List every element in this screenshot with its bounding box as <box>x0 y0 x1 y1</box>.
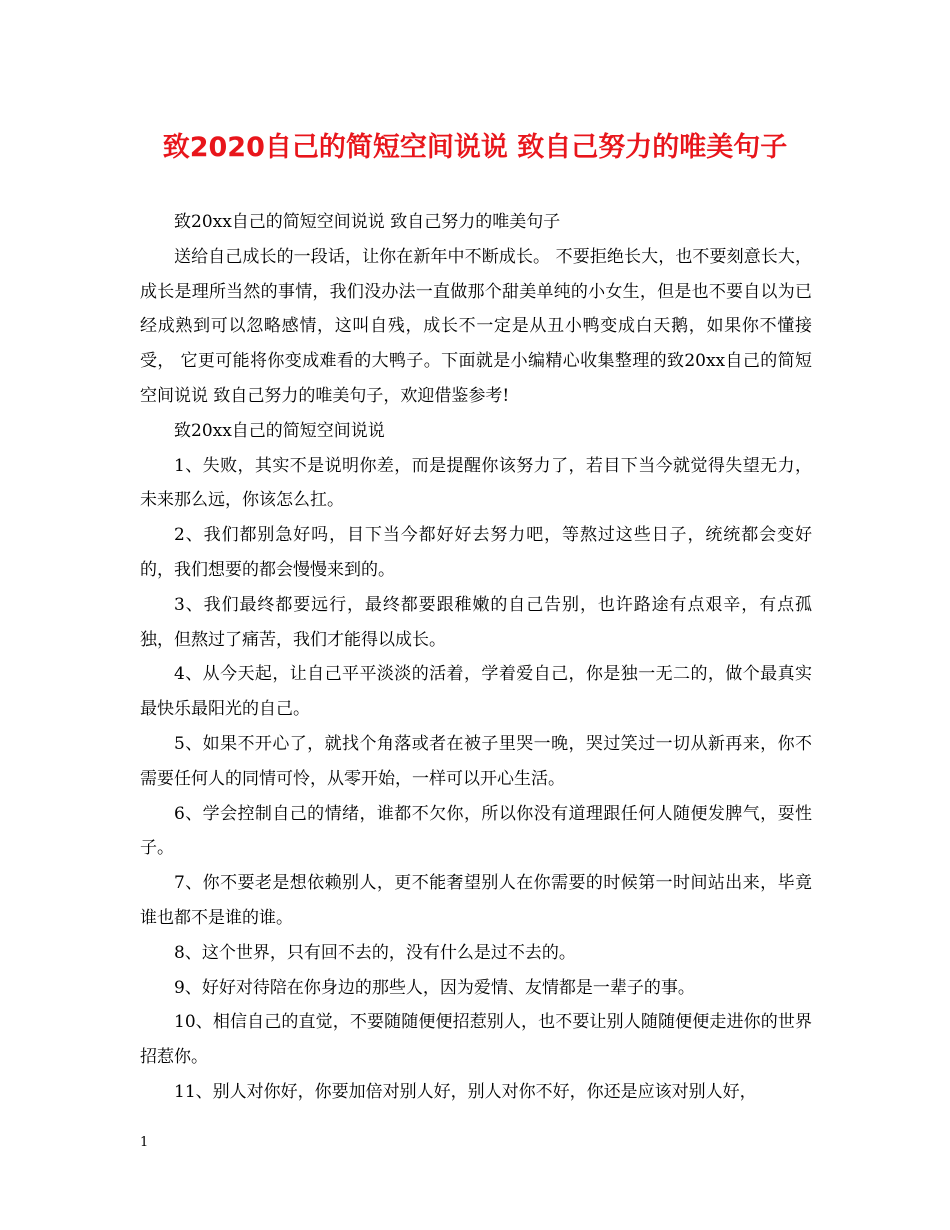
paragraph-section-heading: 致20xx自己的简短空间说说 <box>174 420 385 441</box>
paragraph-item-4: 4、从今天起，让自己平平淡淡的活着，学着爱自己，你是独一无二的，做个最真实最快乐最阳光的自己。 <box>140 664 812 720</box>
paragraph-subtitle: 致20xx自己的简短空间说说 致自己努力的唯美句子 <box>174 212 561 232</box>
paragraph-item-2: 2、我们都别急好吗，目下当今都好好去努力吧，等熬过这些日子，统统都会变好的，我们想要的都会慢慢来到的。 <box>140 525 812 580</box>
paragraph-item-3: 3、我们最终都要远行，最终都要跟稚嫩的自己告别，也许路途有点艰辛，有点孤独，但熬过了痛苦，我们才能得以成长。 <box>140 594 812 650</box>
paragraph-item-10: 10、相信自己的直觉，不要随随便便招惹别人，也不要让别人随随便便走进你的世界招惹你。 <box>140 1012 812 1068</box>
paragraph-item-5: 5、如果不开心了，就找个角落或者在被子里哭一晚，哭过笑过一切从新再来，你不需要任何人的同情可怜，从零开始，一样可以开心生活。 <box>140 733 812 789</box>
paragraph-intro: 送给自己成长的一段话，让你在新年中不断成长。 不要拒绝长大，也不要刻意长大，成长是理所当然的事情，我们没办法一直做那个甜美单纯的小女生，但是也不要自以为已经成熟到可以忽略感情，这叫自残，成长不一定是从丑小鸭变成白天鹅，如果你不懂接受， 它更可能将你变成难看的大鸭子。下面就是小编精心收集整理的致20xx自己的简短空间说说 致自己努力的唯美句子，欢迎借鉴参考! <box>140 246 812 406</box>
paragraph-item-9: 9、好好对待陪在你身边的那些人，因为爱情、友情都是一辈子的事。 <box>174 977 695 998</box>
paragraph-item-8: 8、这个世界，只有回不去的，没有什么是过不去的。 <box>174 942 576 963</box>
paragraph-item-6: 6、学会控制自己的情绪，谁都不欠你，所以你没有道理跟任何人随便发脾气，耍性子。 <box>140 803 812 859</box>
paragraph-item-7: 7、你不要老是想依赖别人，更不能奢望别人在你需要的时候第一时间站出来，毕竟谁也都不是谁的谁。 <box>140 873 812 928</box>
document-title: 致2020自己的简短空间说说 致自己努力的唯美句子 <box>162 132 788 163</box>
paragraph-item-11: 11、别人对你好，你要加倍对别人好，别人对你不好，你还是应该对别人好， <box>174 1081 757 1102</box>
paragraph-item-1: 1、失败，其实不是说明你差，而是提醒你该努力了，若目下当今就觉得失望无力，未来那么远，你该怎么扛。 <box>140 455 812 511</box>
document-body <box>140 205 812 1110</box>
page-number: 1 <box>140 1135 149 1150</box>
